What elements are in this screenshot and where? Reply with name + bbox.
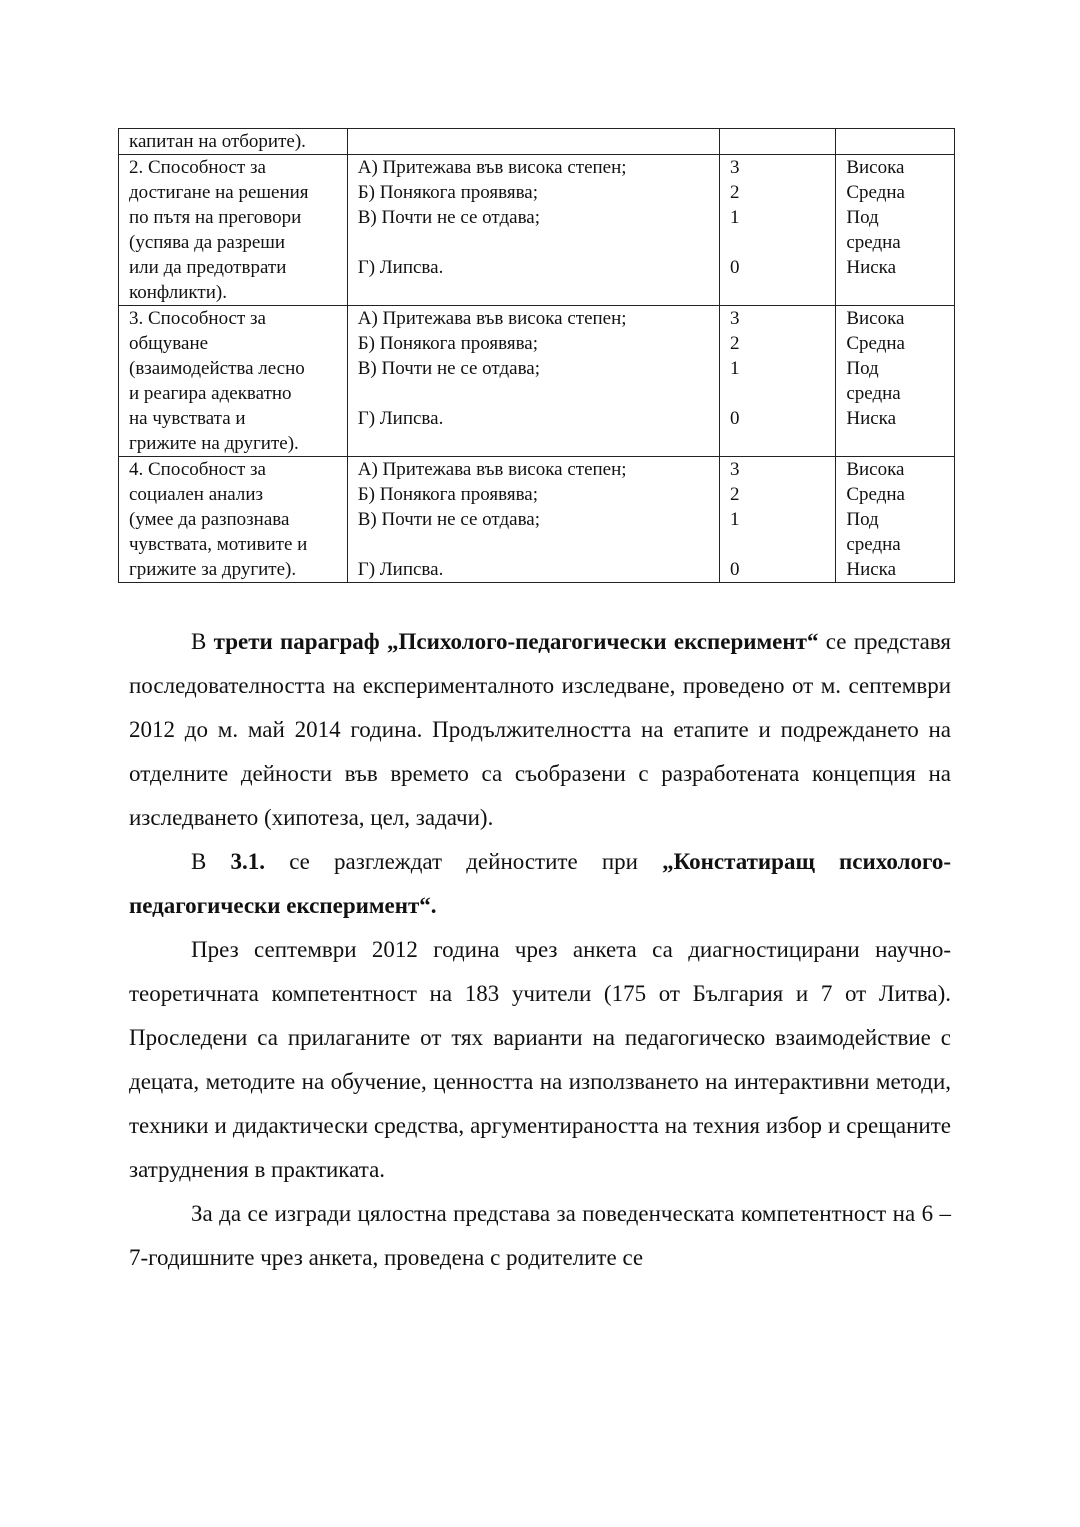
p1-bold-title: трети параграф „Психолого-педагогически експеримент“ xyxy=(213,629,819,654)
cell-line: и реагира адекватно xyxy=(129,383,292,404)
cell-line: 0 xyxy=(730,559,740,580)
cell-line: (умее да разпознава xyxy=(129,509,290,530)
cell-line xyxy=(358,129,719,154)
cell-line xyxy=(358,532,719,557)
cell-line: 3 xyxy=(730,308,740,329)
cell-line: Ниска xyxy=(846,257,897,278)
cell-line: по пътя на преговори xyxy=(129,207,302,228)
p2-bold-title: „Констатиращ психолого-педагогически експеримент“. xyxy=(129,849,951,918)
cell-line: Средна xyxy=(846,333,905,354)
cell-line: Висока xyxy=(846,459,905,480)
cell-line xyxy=(730,381,835,406)
cell-line: или да предотврати xyxy=(129,257,287,278)
points-cell xyxy=(720,457,836,583)
p2-bold-number: 3.1. xyxy=(230,849,266,874)
cell-line: 1 xyxy=(730,509,740,530)
table-row xyxy=(119,457,955,583)
options-cell xyxy=(347,155,719,306)
cell-line: Под xyxy=(846,207,879,228)
cell-line xyxy=(730,532,835,557)
cell-line: Под xyxy=(846,358,879,379)
p1-text: се представя последователността на експерименталното изследване, проведено от м. септември 2012 до м. май 2014 година. Продължителността на етапите и подреждането на отделните дейности във времето са съобразени с разработената концепция на изследването (хипотеза, цел, задачи). xyxy=(129,629,952,830)
cell-line: достигане на решения xyxy=(129,182,309,203)
cell-line: 1 xyxy=(730,358,740,379)
paragraph-survey-teachers: През септември 2012 година чрез анкета са диагностицирани научно-теоретичната компетентност на 183 учители (175 от България и 7 от Литва). Проследени са прилаганите от тях варианти на педагогическо взаимодействие с децата, методите на обучение, ценността на използването на интерактивни методи, техники и дидактически средства, аргументираността на техния избор и срещаните затруднения в практиката. xyxy=(129,937,951,1182)
cell-line: средна xyxy=(846,232,901,253)
p1-prefix: В xyxy=(191,629,214,654)
cell-line: А) Притежава във висока степен; xyxy=(357,459,627,480)
points-cell xyxy=(720,155,836,306)
level-cell xyxy=(836,155,955,306)
cell-line: Б) Понякога проявява; xyxy=(357,484,539,505)
cell-line: Г) Липсва. xyxy=(357,257,444,278)
table-row xyxy=(119,306,955,457)
cell-line xyxy=(846,280,954,305)
cell-line: 0 xyxy=(730,257,740,278)
cell-line xyxy=(730,129,835,154)
cell-line: Ниска xyxy=(846,408,897,429)
cell-line: капитан на отборите). xyxy=(129,131,306,152)
cell-line: 3 xyxy=(730,459,740,480)
cell-line: В) Почти не се отдава; xyxy=(357,358,541,379)
level-cell xyxy=(836,306,955,457)
criterion-cell xyxy=(119,129,348,155)
cell-line: Средна xyxy=(846,484,905,505)
criterion-cell xyxy=(119,306,348,457)
cell-line xyxy=(730,280,835,305)
criterion-cell xyxy=(119,155,348,306)
cell-line: Б) Понякога проявява; xyxy=(357,182,539,203)
cell-line: Б) Понякога проявява; xyxy=(357,333,539,354)
cell-line: чувствата, мотивите и xyxy=(129,534,308,555)
cell-line: 4. Способност за xyxy=(129,459,266,480)
cell-line: Средна xyxy=(846,182,905,203)
points-cell xyxy=(720,306,836,457)
cell-line xyxy=(358,230,719,255)
cell-line xyxy=(358,280,719,305)
cell-line: 2. Способност за xyxy=(129,157,266,178)
cell-line xyxy=(358,431,719,456)
cell-line: Под xyxy=(846,509,879,530)
cell-line: В) Почти не се отдава; xyxy=(357,207,541,228)
cell-line: 3. Способност за xyxy=(129,308,266,329)
level-cell xyxy=(836,457,955,583)
options-cell xyxy=(347,306,719,457)
cell-line: Висока xyxy=(846,157,905,178)
cell-line xyxy=(730,431,835,456)
cell-line: средна xyxy=(846,383,901,404)
criterion-cell xyxy=(119,457,348,583)
points-cell xyxy=(720,129,836,155)
paragraph-survey-parents: За да се изгради цялостна представа за поведенческата компетентност на 6 – 7-годишните чрез анкета, проведена с родителите се xyxy=(129,1201,951,1270)
cell-line: 2 xyxy=(730,182,740,203)
cell-line: Г) Липсва. xyxy=(357,408,444,429)
p2-prefix: В xyxy=(191,849,231,874)
cell-line: (взаимодейства лесно xyxy=(129,358,305,379)
cell-line: Ниска xyxy=(846,559,897,580)
cell-line: (успява да разреши xyxy=(129,232,286,253)
cell-line: 3 xyxy=(730,157,740,178)
cell-line: социален анализ xyxy=(129,484,264,505)
cell-line: 0 xyxy=(730,408,740,429)
cell-line: В) Почти не се отдава; xyxy=(357,509,541,530)
cell-line: общуване xyxy=(129,333,209,354)
p2-text: се разглеждат дейностите при xyxy=(265,849,663,874)
cell-line xyxy=(730,230,835,255)
cell-line: 2 xyxy=(730,333,740,354)
cell-line: грижите за другите). xyxy=(129,559,297,580)
cell-line xyxy=(846,129,954,154)
cell-line: грижите на другите). xyxy=(129,433,299,454)
criteria-table xyxy=(118,128,955,583)
cell-line: А) Притежава във висока степен; xyxy=(357,308,627,329)
cell-line: А) Притежава във висока степен; xyxy=(357,157,627,178)
options-cell xyxy=(347,129,719,155)
cell-line: средна xyxy=(846,534,901,555)
cell-line: Г) Липсва. xyxy=(357,559,444,580)
level-cell xyxy=(836,129,955,155)
cell-line: Висока xyxy=(846,308,905,329)
table-row xyxy=(119,155,955,306)
cell-line xyxy=(358,381,719,406)
paragraph-third-section xyxy=(129,620,951,840)
options-cell xyxy=(347,457,719,583)
cell-line: 1 xyxy=(730,207,740,228)
cell-line xyxy=(846,431,954,456)
cell-line: конфликти). xyxy=(129,282,227,303)
cell-line: 2 xyxy=(730,484,740,505)
table-row xyxy=(119,129,955,155)
paragraph-3-1 xyxy=(129,840,951,928)
body-text xyxy=(129,620,951,1280)
cell-line: на чувствата и xyxy=(129,408,246,429)
criteria-table-body xyxy=(119,129,955,583)
